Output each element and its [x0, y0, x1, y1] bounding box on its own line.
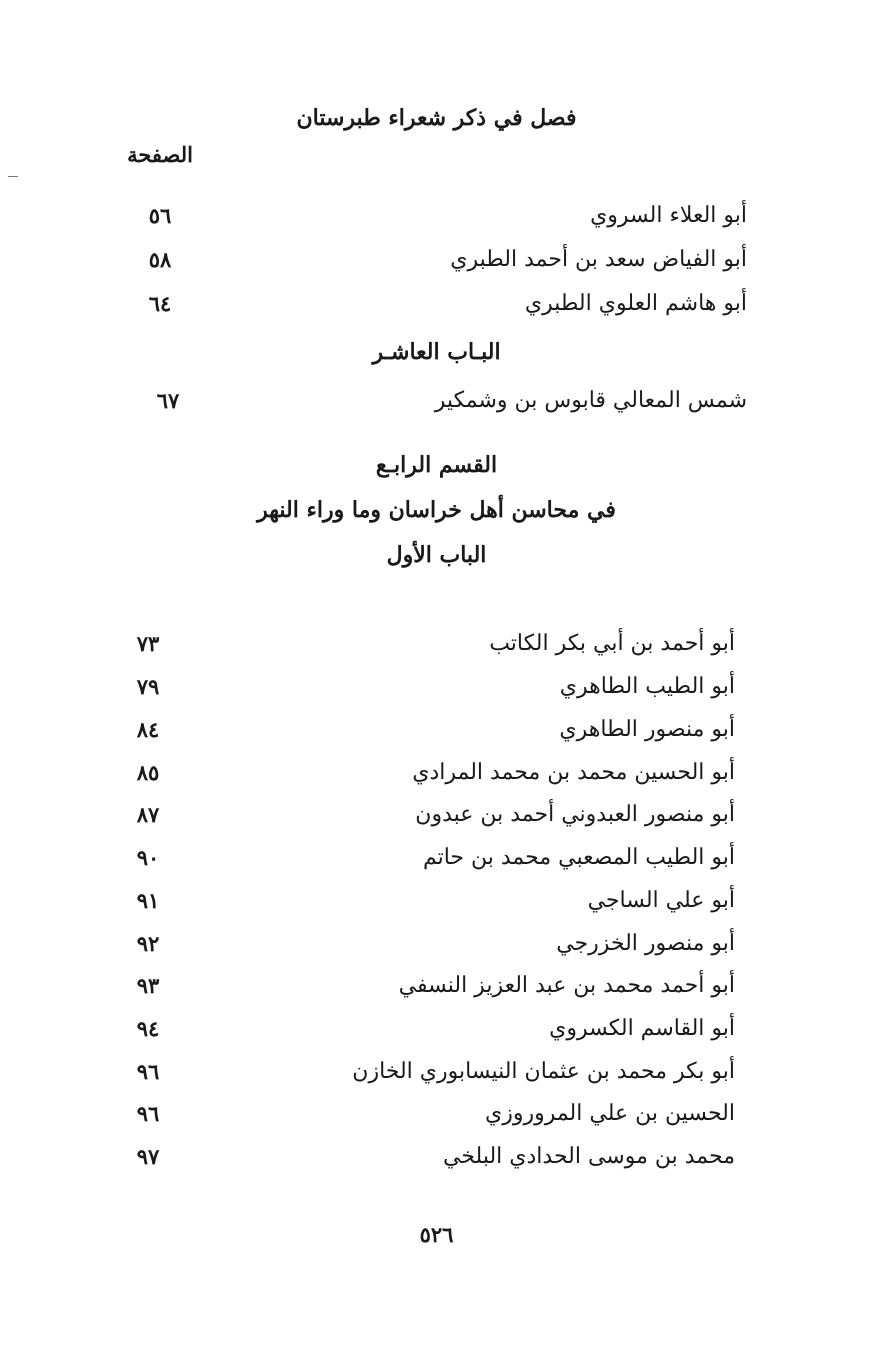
toc-row: [0, 755, 873, 791]
toc-entry-page: ٥٨: [148, 247, 172, 272]
toc-row: [0, 968, 873, 1004]
toc-row: [0, 242, 873, 278]
toc-row: [0, 840, 873, 876]
toc-entry-page: ٩٣: [136, 973, 160, 998]
toc-entry-name: أبو الحسين محمد بن محمد المرادي: [412, 760, 735, 785]
part-heading: القسم الرابـع: [375, 452, 498, 478]
toc-row: [0, 383, 873, 419]
scan-mark: [8, 176, 18, 177]
toc-entry-name: أبو منصور الخزرجي: [556, 931, 735, 956]
section-title: فصل في ذكر شعراء طبرستان: [296, 105, 577, 131]
toc-entry-page: ٩١: [136, 888, 160, 913]
chapter-heading: البـاب العاشـر: [372, 339, 501, 365]
toc-entry-name: أبو منصور العبدوني أحمد بن عبدون: [415, 802, 735, 827]
chapter-heading: الباب الأول: [386, 542, 487, 568]
toc-entry-page: ٨٥: [136, 760, 160, 785]
toc-entry-name: أبو هاشم العلوي الطبري: [524, 291, 747, 316]
toc-entry-page: ٧٣: [136, 631, 160, 656]
part-subtitle: في محاسن أهل خراسان وما وراء النهر: [257, 497, 616, 523]
toc-row: [0, 669, 873, 705]
toc-entry-name: أبو الفياض سعد بن أحمد الطبري: [450, 247, 747, 272]
toc-entry-name: أبو الطيب الطاهري: [559, 674, 735, 699]
toc-row: [0, 712, 873, 748]
toc-row: [0, 626, 873, 662]
toc-entry-name: شمس المعالي قابوس بن وشمكير: [434, 388, 747, 413]
toc-entry-page: ٨٧: [136, 802, 160, 827]
toc-entry-page: ٩٠: [136, 845, 160, 870]
toc-entry-page: ٩٦: [136, 1059, 160, 1084]
toc-entry-page: ٨٤: [136, 717, 160, 742]
toc-row: [0, 1139, 873, 1175]
toc-entry-page: ٩٦: [136, 1101, 160, 1126]
toc-entry-name: أبو بكر محمد بن عثمان النيسابوري الخازن: [352, 1059, 735, 1084]
toc-entry-name: أبو علي الساجي: [587, 888, 735, 913]
toc-entry-name: أبو العلاء السروي: [590, 203, 747, 228]
toc-entry-page: ٥٦: [148, 203, 172, 228]
toc-row: [0, 198, 873, 234]
toc-entry-name: أبو أحمد بن أبي بكر الكاتب: [489, 631, 735, 656]
toc-row: [0, 286, 873, 322]
toc-entry-name: الحسين بن علي المروروزي: [484, 1101, 735, 1126]
toc-row: [0, 1011, 873, 1047]
toc-entry-name: أبو الطيب المصعبي محمد بن حاتم: [422, 845, 735, 870]
toc-row: [0, 797, 873, 833]
page-column-header: الصفحة: [127, 142, 193, 167]
toc-entry-page: ٦٧: [156, 388, 180, 413]
toc-entry-page: ٩٤: [136, 1016, 160, 1041]
toc-entry-name: أبو منصور الطاهري: [559, 717, 735, 742]
toc-entry-name: محمد بن موسى الحدادي البلخي: [443, 1144, 735, 1169]
toc-entry-page: ٩٢: [136, 931, 160, 956]
toc-entry-name: أبو القاسم الكسروي: [549, 1016, 735, 1041]
page-number: ٥٢٦: [419, 1222, 454, 1247]
toc-row: [0, 883, 873, 919]
toc-entry-page: ٧٩: [136, 674, 160, 699]
toc-entry-page: ٩٧: [136, 1144, 160, 1169]
toc-row: [0, 1054, 873, 1090]
toc-entry-page: ٦٤: [148, 291, 172, 316]
toc-row: [0, 926, 873, 962]
toc-entry-name: أبو أحمد محمد بن عبد العزيز النسفي: [398, 973, 735, 998]
toc-row: [0, 1096, 873, 1132]
